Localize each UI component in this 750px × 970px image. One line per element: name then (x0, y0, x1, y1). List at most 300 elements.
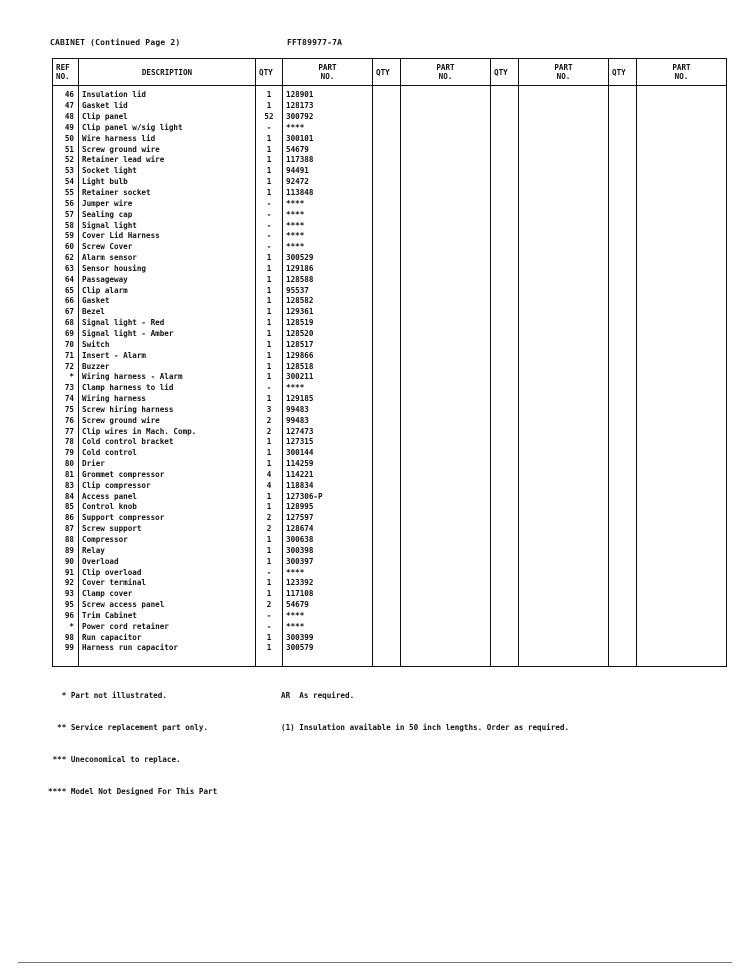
empty-part-no-cell (519, 220, 609, 231)
empty-part-no-cell (637, 307, 727, 318)
empty-part-no-cell (401, 350, 491, 361)
empty-part-no-cell (401, 264, 491, 275)
empty-part-no-cell (637, 242, 727, 253)
empty-part-no-cell (401, 242, 491, 253)
empty-part-no-cell (637, 459, 727, 470)
empty-part-no-cell (401, 155, 491, 166)
table-row (53, 253, 727, 264)
empty-qty-cell (609, 448, 637, 459)
empty-qty-cell (373, 101, 401, 112)
description-cell: Cold control (79, 448, 256, 459)
empty-part-no-cell (519, 513, 609, 524)
empty-part-no-cell (637, 188, 727, 199)
empty-part-no-cell (519, 426, 609, 437)
empty-qty-cell (491, 177, 519, 188)
empty-qty-cell (373, 372, 401, 383)
empty-part-no-cell (519, 101, 609, 112)
empty-qty-cell (609, 535, 637, 546)
qty-header: QTY (609, 59, 637, 86)
part-no-cell: 94491 (283, 166, 373, 177)
table-row (53, 459, 727, 470)
empty-qty-cell (491, 144, 519, 155)
description-cell: Clip overload (79, 567, 256, 578)
empty-qty-cell (609, 231, 637, 242)
table-row (53, 242, 727, 253)
table-row (53, 578, 727, 589)
qty-cell: 1 (256, 535, 283, 546)
empty-part-no-cell (401, 621, 491, 632)
ref-no-cell: 66 (53, 296, 79, 307)
empty-part-no-cell (519, 198, 609, 209)
empty-part-no-cell (401, 448, 491, 459)
table-row (53, 101, 727, 112)
part-no-cell: 128519 (283, 318, 373, 329)
empty-qty-cell (491, 133, 519, 144)
description-cell: Sensor housing (79, 264, 256, 275)
qty-cell: 1 (256, 556, 283, 567)
ref-no-cell: * (53, 621, 79, 632)
description-cell: Clamp cover (79, 589, 256, 600)
empty-qty-cell (491, 600, 519, 611)
section-title: CABINET (Continued Page 2) (50, 38, 181, 47)
empty-qty-cell (609, 611, 637, 622)
empty-part-no-cell (401, 437, 491, 448)
empty-qty-cell (609, 621, 637, 632)
empty-qty-cell (491, 567, 519, 578)
empty-part-no-cell (401, 166, 491, 177)
empty-part-no-cell (637, 415, 727, 426)
qty-cell: 1 (256, 274, 283, 285)
empty-part-no-cell (637, 231, 727, 242)
table-row (53, 426, 727, 437)
empty-part-no-cell (637, 535, 727, 546)
ref-no-cell: 75 (53, 404, 79, 415)
ref-no-cell: 89 (53, 545, 79, 556)
empty-qty-cell (609, 155, 637, 166)
empty-part-no-cell (637, 545, 727, 556)
ref-no-cell: 52 (53, 155, 79, 166)
empty-part-no-cell (637, 253, 727, 264)
ref-no-header: REF NO. (53, 59, 79, 86)
description-header: DESCRIPTION (79, 59, 256, 86)
table-row (53, 535, 727, 546)
qty-cell: 2 (256, 524, 283, 535)
ref-no-cell: 59 (53, 231, 79, 242)
empty-qty-cell (491, 556, 519, 567)
empty-part-no-cell (401, 491, 491, 502)
empty-part-no-cell (401, 600, 491, 611)
part-no-cell: 128901 (283, 86, 373, 101)
empty-part-no-cell (637, 133, 727, 144)
ref-no-cell: 48 (53, 112, 79, 123)
qty-cell: 1 (256, 285, 283, 296)
empty-qty-cell (491, 448, 519, 459)
qty-cell: - (256, 231, 283, 242)
empty-part-no-cell (401, 274, 491, 285)
empty-part-no-cell (519, 253, 609, 264)
ref-no-cell: 57 (53, 209, 79, 220)
qty-cell: 1 (256, 578, 283, 589)
empty-qty-cell (491, 253, 519, 264)
qty-header: QTY (256, 59, 283, 86)
empty-qty-cell (373, 426, 401, 437)
empty-part-no-cell (401, 643, 491, 666)
empty-part-no-cell (637, 513, 727, 524)
empty-part-no-cell (637, 296, 727, 307)
qty-cell: 2 (256, 426, 283, 437)
empty-qty-cell (373, 404, 401, 415)
ref-no-cell: 53 (53, 166, 79, 177)
part-no-cell: 54679 (283, 144, 373, 155)
description-cell: Screw ground wire (79, 415, 256, 426)
empty-qty-cell (373, 567, 401, 578)
table-row (53, 632, 727, 643)
part-no-cell: 127473 (283, 426, 373, 437)
empty-part-no-cell (637, 394, 727, 405)
ref-no-cell: 86 (53, 513, 79, 524)
ref-no-cell: 62 (53, 253, 79, 264)
empty-qty-cell (491, 274, 519, 285)
empty-qty-cell (373, 339, 401, 350)
table-row (53, 166, 727, 177)
part-no-cell: 95537 (283, 285, 373, 296)
empty-qty-cell (373, 188, 401, 199)
empty-qty-cell (491, 535, 519, 546)
empty-qty-cell (609, 144, 637, 155)
empty-qty-cell (491, 621, 519, 632)
description-cell: Insert - Alarm (79, 350, 256, 361)
empty-qty-cell (609, 491, 637, 502)
part-no-cell: 300144 (283, 448, 373, 459)
ref-no-cell: 87 (53, 524, 79, 535)
empty-qty-cell (609, 632, 637, 643)
part-no-header: PART NO. (519, 59, 609, 86)
table-row (53, 448, 727, 459)
qty-cell: 1 (256, 101, 283, 112)
description-cell: Sealing cap (79, 209, 256, 220)
empty-qty-cell (373, 133, 401, 144)
qty-cell: 1 (256, 437, 283, 448)
empty-qty-cell (491, 86, 519, 101)
part-no-cell: **** (283, 198, 373, 209)
description-cell: Bezel (79, 307, 256, 318)
ref-no-cell: 98 (53, 632, 79, 643)
empty-part-no-cell (637, 101, 727, 112)
ref-no-cell: 58 (53, 220, 79, 231)
description-cell: Clip panel (79, 112, 256, 123)
empty-part-no-cell (519, 177, 609, 188)
empty-qty-cell (609, 339, 637, 350)
ref-no-cell: 95 (53, 600, 79, 611)
description-cell: Cold control bracket (79, 437, 256, 448)
empty-part-no-cell (519, 524, 609, 535)
empty-part-no-cell (519, 578, 609, 589)
empty-qty-cell (373, 231, 401, 242)
table-row (53, 567, 727, 578)
description-cell: Relay (79, 545, 256, 556)
empty-qty-cell (491, 220, 519, 231)
empty-part-no-cell (637, 383, 727, 394)
ref-no-cell: 67 (53, 307, 79, 318)
empty-qty-cell (609, 220, 637, 231)
part-no-cell: 127315 (283, 437, 373, 448)
qty-cell: 1 (256, 329, 283, 340)
description-cell: Wiring harness - Alarm (79, 372, 256, 383)
empty-part-no-cell (637, 556, 727, 567)
empty-qty-cell (609, 361, 637, 372)
empty-part-no-cell (519, 556, 609, 567)
empty-part-no-cell (519, 112, 609, 123)
part-no-cell: 128518 (283, 361, 373, 372)
footnote: **** Model Not Designed For This Part (48, 786, 218, 796)
empty-qty-cell (373, 296, 401, 307)
empty-qty-cell (373, 329, 401, 340)
part-no-cell: **** (283, 242, 373, 253)
description-cell: Switch (79, 339, 256, 350)
empty-part-no-cell (637, 166, 727, 177)
empty-qty-cell (609, 86, 637, 101)
empty-part-no-cell (401, 513, 491, 524)
empty-part-no-cell (401, 470, 491, 481)
empty-qty-cell (491, 643, 519, 666)
empty-qty-cell (373, 535, 401, 546)
table-row (53, 361, 727, 372)
empty-qty-cell (491, 296, 519, 307)
empty-part-no-cell (401, 231, 491, 242)
empty-part-no-cell (401, 567, 491, 578)
description-cell: Light bulb (79, 177, 256, 188)
description-cell: Cover terminal (79, 578, 256, 589)
empty-qty-cell (609, 502, 637, 513)
empty-part-no-cell (519, 242, 609, 253)
description-cell: Wiring harness (79, 394, 256, 405)
empty-part-no-cell (519, 589, 609, 600)
empty-qty-cell (491, 589, 519, 600)
empty-qty-cell (609, 101, 637, 112)
empty-part-no-cell (637, 361, 727, 372)
qty-cell: 3 (256, 404, 283, 415)
empty-part-no-cell (637, 155, 727, 166)
empty-part-no-cell (519, 491, 609, 502)
qty-header: QTY (373, 59, 401, 86)
part-no-header: PART NO. (283, 59, 373, 86)
qty-cell: 1 (256, 133, 283, 144)
table-row (53, 155, 727, 166)
empty-part-no-cell (637, 502, 727, 513)
part-no-cell: 300638 (283, 535, 373, 546)
qty-cell: 52 (256, 112, 283, 123)
table-row (53, 231, 727, 242)
footnote: AR As required. (281, 691, 355, 701)
empty-qty-cell (373, 253, 401, 264)
empty-part-no-cell (637, 578, 727, 589)
ref-no-cell: 63 (53, 264, 79, 275)
empty-qty-cell (609, 643, 637, 666)
table-row (53, 220, 727, 231)
description-cell: Clip wires in Mach. Comp. (79, 426, 256, 437)
table-row (53, 296, 727, 307)
empty-qty-cell (491, 285, 519, 296)
description-cell: Alarm sensor (79, 253, 256, 264)
description-cell: Retainer socket (79, 188, 256, 199)
table-row (53, 307, 727, 318)
ref-no-cell: 46 (53, 86, 79, 101)
ref-no-cell: 76 (53, 415, 79, 426)
empty-qty-cell (609, 556, 637, 567)
table-row (53, 274, 727, 285)
empty-part-no-cell (519, 274, 609, 285)
empty-qty-cell (609, 480, 637, 491)
empty-qty-cell (373, 361, 401, 372)
ref-no-cell: 49 (53, 123, 79, 134)
part-no-cell: 129185 (283, 394, 373, 405)
empty-part-no-cell (401, 415, 491, 426)
part-no-cell: 129361 (283, 307, 373, 318)
empty-qty-cell (609, 470, 637, 481)
part-no-cell: **** (283, 220, 373, 231)
empty-part-no-cell (401, 394, 491, 405)
empty-part-no-cell (519, 459, 609, 470)
description-cell: Buzzer (79, 361, 256, 372)
qty-cell: 1 (256, 502, 283, 513)
qty-cell: - (256, 621, 283, 632)
description-cell: Jumper wire (79, 198, 256, 209)
empty-part-no-cell (519, 155, 609, 166)
description-cell: Signal light (79, 220, 256, 231)
part-no-cell: 128520 (283, 329, 373, 340)
description-cell: Signal light - Amber (79, 329, 256, 340)
table-row (53, 470, 727, 481)
empty-qty-cell (373, 589, 401, 600)
empty-qty-cell (373, 632, 401, 643)
empty-part-no-cell (637, 567, 727, 578)
empty-part-no-cell (637, 470, 727, 481)
empty-part-no-cell (519, 166, 609, 177)
ref-no-cell: 78 (53, 437, 79, 448)
qty-cell: 1 (256, 643, 283, 666)
table-row (53, 123, 727, 134)
page-bottom-rule (18, 962, 732, 963)
description-cell: Passageway (79, 274, 256, 285)
ref-no-cell: 77 (53, 426, 79, 437)
empty-part-no-cell (401, 307, 491, 318)
ref-no-cell: 50 (53, 133, 79, 144)
empty-qty-cell (491, 350, 519, 361)
empty-part-no-cell (519, 329, 609, 340)
empty-part-no-cell (401, 285, 491, 296)
empty-part-no-cell (637, 372, 727, 383)
part-no-cell: 127306-P (283, 491, 373, 502)
qty-cell: 1 (256, 307, 283, 318)
empty-part-no-cell (401, 383, 491, 394)
table-row (53, 524, 727, 535)
ref-no-cell: 84 (53, 491, 79, 502)
empty-part-no-cell (637, 209, 727, 220)
empty-qty-cell (491, 101, 519, 112)
empty-qty-cell (373, 394, 401, 405)
empty-part-no-cell (401, 209, 491, 220)
description-cell: Clip compressor (79, 480, 256, 491)
empty-qty-cell (373, 177, 401, 188)
empty-qty-cell (491, 545, 519, 556)
empty-qty-cell (373, 556, 401, 567)
empty-qty-cell (609, 166, 637, 177)
empty-qty-cell (373, 611, 401, 622)
part-no-cell: 128173 (283, 101, 373, 112)
table-row (53, 188, 727, 199)
part-no-cell: 92472 (283, 177, 373, 188)
part-no-cell: **** (283, 231, 373, 242)
qty-cell: 1 (256, 144, 283, 155)
table-row (53, 611, 727, 622)
table-row (53, 404, 727, 415)
part-no-header: PART NO. (401, 59, 491, 86)
empty-part-no-cell (637, 589, 727, 600)
empty-part-no-cell (401, 329, 491, 340)
description-cell: Clip alarm (79, 285, 256, 296)
empty-qty-cell (491, 480, 519, 491)
footnote: (1) Insulation available in 50 inch lengths. Order as required. (281, 722, 570, 732)
empty-qty-cell (491, 426, 519, 437)
empty-qty-cell (373, 307, 401, 318)
empty-qty-cell (609, 383, 637, 394)
ref-no-cell: 80 (53, 459, 79, 470)
empty-part-no-cell (637, 643, 727, 666)
empty-part-no-cell (401, 556, 491, 567)
empty-part-no-cell (519, 621, 609, 632)
empty-qty-cell (491, 231, 519, 242)
empty-part-no-cell (401, 220, 491, 231)
empty-part-no-cell (519, 448, 609, 459)
empty-part-no-cell (637, 339, 727, 350)
part-no-cell: 127597 (283, 513, 373, 524)
qty-cell: 1 (256, 589, 283, 600)
empty-qty-cell (609, 437, 637, 448)
ref-no-cell: 70 (53, 339, 79, 350)
part-no-cell: 128517 (283, 339, 373, 350)
part-no-cell: 114259 (283, 459, 373, 470)
qty-cell: - (256, 198, 283, 209)
description-cell: Socket light (79, 166, 256, 177)
table-row (53, 318, 727, 329)
description-cell: Screw access panel (79, 600, 256, 611)
empty-qty-cell (609, 123, 637, 134)
empty-part-no-cell (637, 274, 727, 285)
qty-cell: 1 (256, 491, 283, 502)
table-row (53, 545, 727, 556)
part-no-cell: 300579 (283, 643, 373, 666)
empty-part-no-cell (637, 621, 727, 632)
qty-cell: - (256, 567, 283, 578)
empty-part-no-cell (519, 231, 609, 242)
empty-qty-cell (373, 437, 401, 448)
ref-no-cell: 90 (53, 556, 79, 567)
description-cell: Cover Lid Harness (79, 231, 256, 242)
empty-part-no-cell (401, 502, 491, 513)
table-row (53, 198, 727, 209)
empty-qty-cell (609, 253, 637, 264)
empty-part-no-cell (637, 177, 727, 188)
empty-qty-cell (373, 578, 401, 589)
part-no-cell: **** (283, 209, 373, 220)
empty-qty-cell (609, 524, 637, 535)
table-row (53, 437, 727, 448)
part-no-cell: **** (283, 611, 373, 622)
empty-qty-cell (491, 339, 519, 350)
ref-no-cell: 65 (53, 285, 79, 296)
empty-part-no-cell (519, 307, 609, 318)
ref-no-cell: 47 (53, 101, 79, 112)
